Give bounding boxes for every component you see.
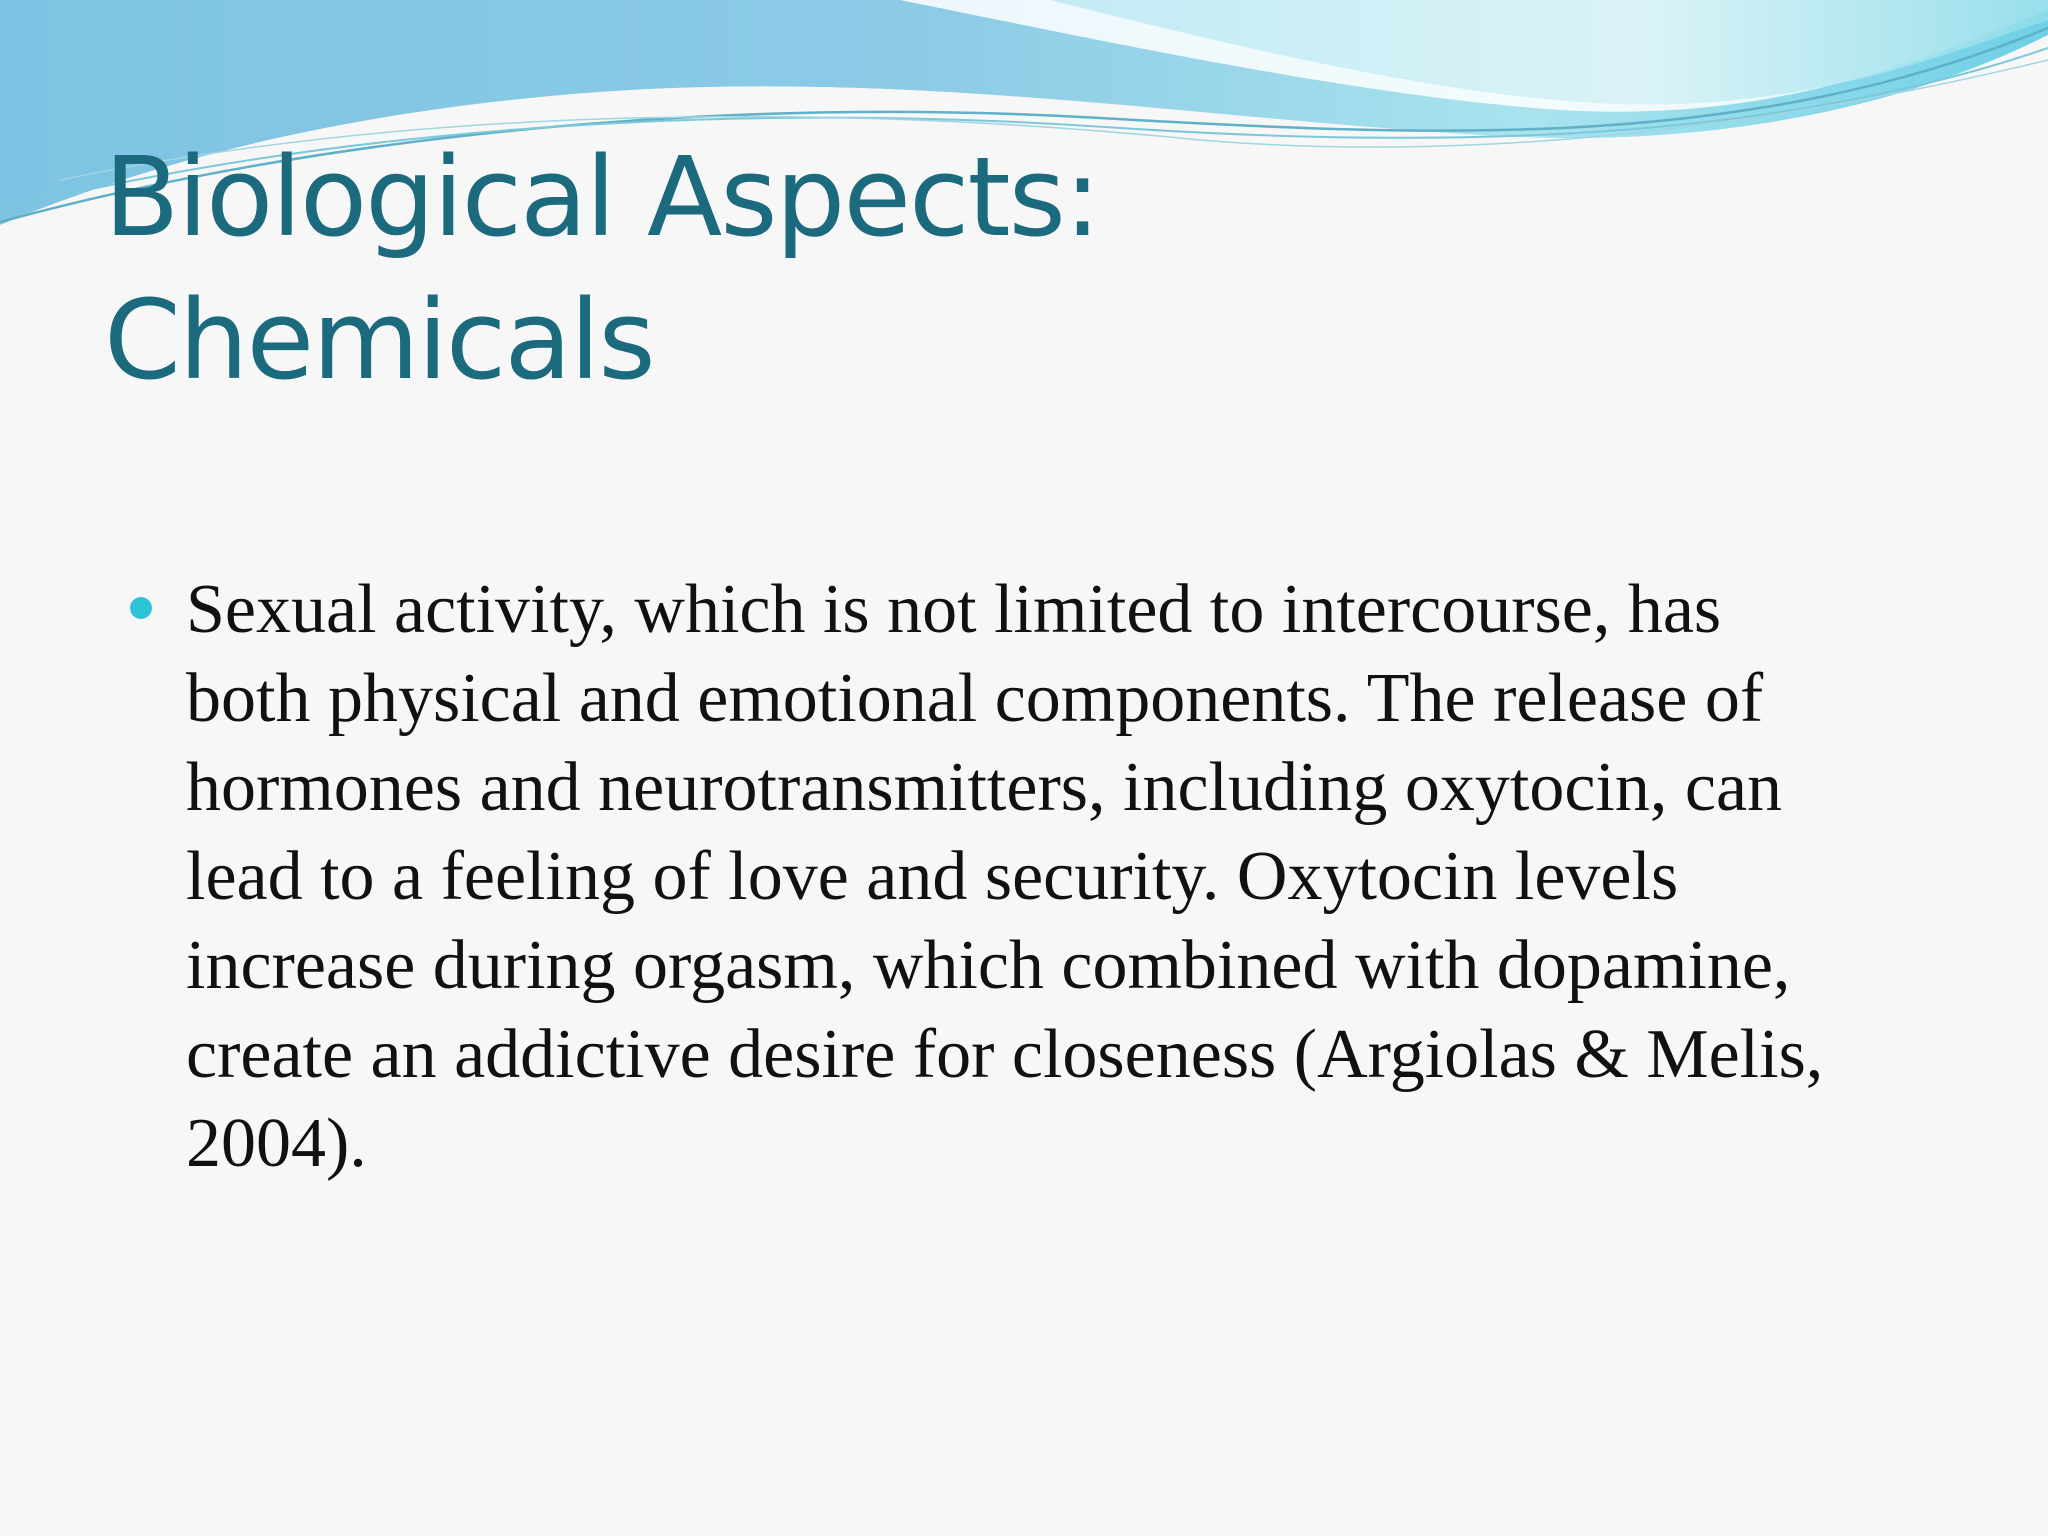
bullet-text-line: both physical and emotional components. The release of xyxy=(186,660,1764,737)
bullet-text-line: create an addictive desire for closeness (Argiolas & Melis, xyxy=(186,1016,1824,1093)
bullet-text xyxy=(186,565,1950,1188)
slide-title-line-2: Chemicals xyxy=(104,276,654,404)
bullet-text-line: increase during orgasm, which combined with dopamine, xyxy=(186,927,1791,1004)
bullet-text-line: Sexual activity, which is not limited to intercourse, has xyxy=(186,571,1722,648)
bullet-list xyxy=(130,565,1950,1188)
bullet-dot-icon xyxy=(130,597,152,619)
bullet-item xyxy=(130,565,1950,1188)
slide-title-line-1: Biological Aspects: xyxy=(104,133,1100,261)
bullet-text-line: hormones and neurotransmitters, including oxytocin, can xyxy=(186,749,1783,826)
bullet-text-line: lead to a feeling of love and security. Oxytocin levels xyxy=(186,838,1679,915)
bullet-text-line: 2004). xyxy=(186,1105,367,1182)
slide-title xyxy=(104,126,1904,412)
